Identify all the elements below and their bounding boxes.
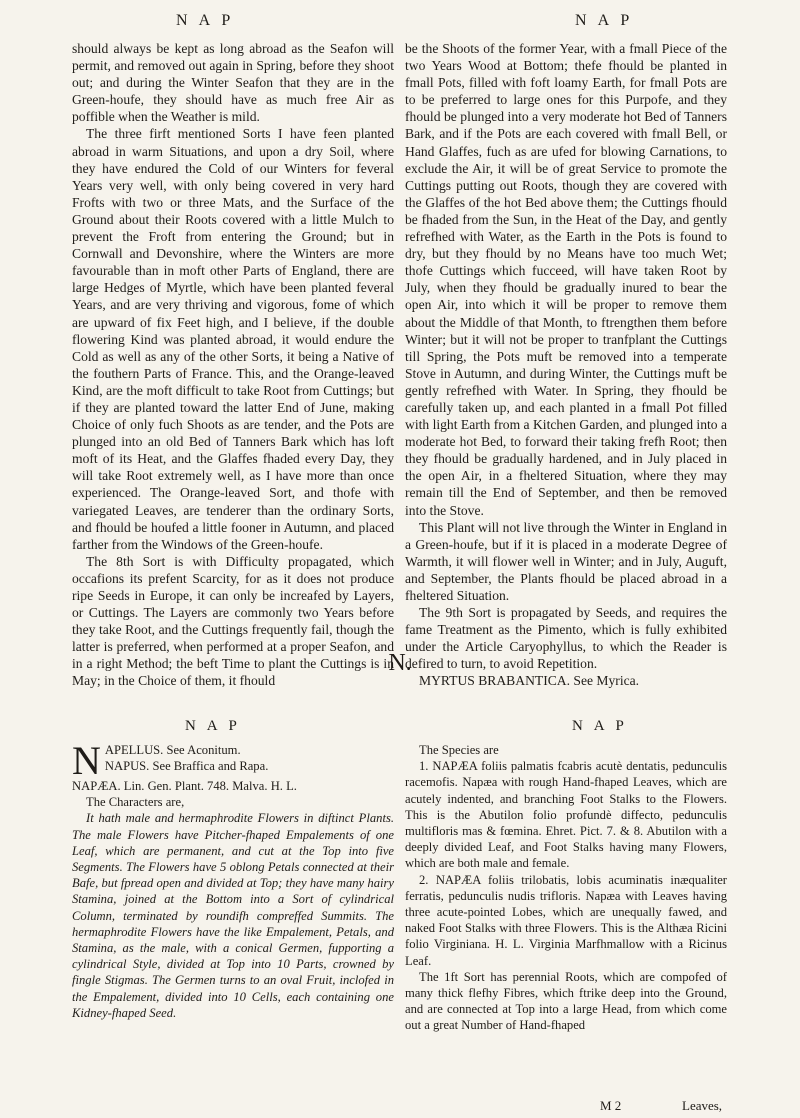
lower-left-column — [72, 738, 394, 1021]
species-heading: The Species are — [419, 743, 499, 757]
paragraph: The three firft mentioned Sorts I have feen planted abroad in warm Situations, and upon a dry Soil, where they have endured the Cold of our Winters for feveral Years very well, with only being covered in very hard Frofts with two or three Mats, and the Surface of the Ground about their Roots covered with a little Mulch to prevent the Froft from entering the Ground; but in Cornwall and Devonshire, where the Winters are more favourable than in moft other Parts of England, there are large Hedges of Myrtle, which have been planted feveral Years, and are very thriving and vigorous, fome of which are upward of fix Feet high, and I believe, if the double flowering Kind was planted abroad, it would endure the Cold as well as any of the other Sorts, it being a Native of the fouthern Parts of France. This, and the Orange-leaved Kind, are the moft difficult to take Root from Cuttings; but if they are planted toward the latter End of June, making Choice of only fuch Shoots as are tender, and the Pots are plunged into an old Bed of Tanners Bark which has loft moft of its Heat, and the Glaffes fhaded every Day, they will take Root extremely well, as I have more than once experienced. The Orange-leaved Sort, and thofe with variegated Leaves, are tenderer than the ordinary Sorts, and fhould be houfed a little fooner in Autumn, and placed farther from the Windows of the Green-houfe. — [72, 126, 394, 552]
running-head-left: N A P — [176, 12, 235, 29]
paragraph: The 1ft Sort has perennial Roots, which are compofed of many thick flefhy Fibres, which ftrike deep into the Ground, and are connected at Top into a large Head, from which come out a great Number of Hand-fhaped — [405, 969, 727, 1033]
section-letter: N. — [388, 650, 412, 676]
upper-left-column — [72, 40, 394, 690]
drop-cap: N — [72, 738, 101, 783]
paragraph: The 8th Sort is with Difficulty propagated, which occafions its prefent Scarcity, for as it does not produce ripe Seeds in Europe, it can only be increafed by Layers, or Cuttings. The Layers are commonly two Years before they take Root, and the Cuttings frequently fail, though the latter is preferred, when performed at a proper Seafon, and in a right Method; the beft Time to plant the Cuttings is in May; in the Choice of them, it fhould — [72, 553, 394, 689]
entry-line: NAPÆA. Lin. Gen. Plant. 748. Malva. H. L. — [72, 779, 297, 793]
lower-head-right: N A P — [572, 718, 628, 734]
entry-line: NAPUS. See Braffica and Rapa. — [104, 759, 269, 774]
entry-line: APELLUS. See Aconitum. — [104, 743, 241, 757]
paragraph: be the Shoots of the former Year, with a fmall Piece of the two Years Wood at Bottom; thefe fhould be planted in fmall Pots, filled with foft loamy Earth, for fmall Pots are to be preferred to large ones for this Purpofe, and they fhould be plunged into a very moderate hot Bed of Tanners Bark, and if the Pots are each covered with fmall Bell, or Hand Glaffes, fuch as are ufed for blowing Carnations, to exclude the Air, it will be of great Service to promote the Cuttings putting out Roots, though they are covered with the Glaffes of the hot Bed above them; the Cuttings fhould be fhaded from the Sun, in the Heat of the Day, and gently refrefhed with Water, as the Earth in the Pots is found to dry, but they fhould by no Means have too much Wet; thofe Cuttings which fucceed, will have taken Root by July, when they fhould be gradually inured to bear the open Air, into which it will be proper to remove them about the Middle of that Month, to ftrengthen them before Winter; but it will not be proper to tranfplant the Cuttings till Spring, the Pots muft be removed into a temperate Stove in Autumn, and during Winter, the Cuttings muft be gently refrefhed with Water. In Spring, they fhould be carefully taken up, and each planted in a fmall Pot filled with light Earth from a Kitchen Garden, and plunged into a moderate hot Bed, to forward their taking frefh Root; then they fhould be gradually hardened, and in July placed in the open Air, in a fheltered Situation, where they may remain till the End of September, and then be removed into the Stove. — [405, 41, 728, 518]
catchword: Leaves, — [682, 1098, 723, 1113]
entry-description: It hath male and hermaphrodite Flowers in diftinct Plants. The male Flowers have Pitcher-fhaped Empalements of one Leaf, which are permanent, and cut at the Top into five Segments. The Flowers have 5 oblong Petals connected at their Bafe, but fpread open and divided at Top; they have many hairy Stamina, joined at the Bottom into a Sort of cylindrical Column, terminated by roundifh compreffed Summits. The hermaphrodite Flowers have the like Empalement, Petals, and Stamina, as the male, with a conical Germen, fupporting a cylindrical Style, divided at Top into 10 Parts, crowned by fingle Stigmas. The Germen turns to an oval Fruit, inclofed in the Empalement, divided into 10 Cells, each containing one Kidney-fhaped Seed. — [72, 811, 394, 1020]
species-entry: 1. NAPÆA foliis palmatis fcabris acutè dentatis, pedunculis racemofis. Napæa with rough Hand-fhaped Leaves, which are acutely indented, and branching Foot Stalks to the Flowers. This is the Abutilon folio profundè diffecto, pedunculis multifloris mas & fœmina. Ehret. Pict. 7. & 8. Abutilon with a deeply divided Leaf, and Foot Stalks having many Flowers, which are both male and female. — [405, 759, 727, 871]
paragraph: should always be kept as long abroad as the Seafon will permit, and removed out again in Spring, before they shoot out; and during the Winter Seafon that they are in the Green-houfe, they should have as much free Air as poffible when the Weather is mild. — [72, 41, 394, 125]
lower-head-left: N A P — [185, 718, 241, 734]
lower-right-column — [405, 742, 727, 1034]
entry-line: The Characters are, — [86, 795, 185, 810]
paragraph: This Plant will not live through the Winter in England in a Green-houfe, but if it is placed in a moderate Degree of Warmth, it will flower well in Winter; and in July, Auguft, and September, the Plants fhould be placed abroad in a fheltered Situation. — [405, 519, 727, 603]
species-entry: 2. NAPÆA foliis trilobatis, lobis acuminatis inæqualiter ferratis, pedunculis nudis trifloris. Napæa with Leaves having three acute-pointed Lobes, which are unequally fawed, and naked Foot Stalks with three Flowers. This is the Althæa Ricini folio Virginiana. H. L. Virginia Marfhmallow with a Ricinus Leaf. — [405, 872, 727, 968]
running-head-right: N A P — [575, 12, 634, 29]
paragraph: The 9th Sort is propagated by Seeds, and requires the fame Treatment as the Pimento, which is fully exhibited under the Article Caryophyllus, to which the Reader is defired to turn, to avoid Repetition. — [405, 605, 727, 672]
paragraph: MYRTUS BRABANTICA. See Myrica. — [419, 673, 640, 689]
signature-mark: M 2 — [600, 1098, 622, 1113]
upper-right-column — [405, 40, 727, 690]
